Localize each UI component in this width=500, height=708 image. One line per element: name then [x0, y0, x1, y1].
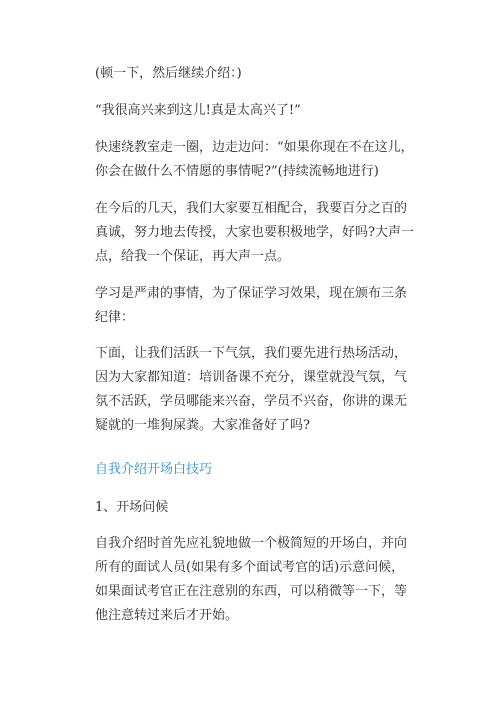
subsection-heading: 1、开场问候 [95, 500, 169, 515]
paragraph-cooperation: 在今后的几天，我们大家要互相配合，我要百分之百的真诚，努力地去传授，大家也要积极地学，好吗?大声一点，给我一个保证，再大声一点。 [95, 201, 414, 264]
paragraph-greeting-quote: “我很高兴来到这儿!真是太高兴了!” [95, 103, 301, 118]
paragraph-opening-greeting: 自我介绍时首先应礼貌地做一个极简短的开场白，并向所有的面试人员(如果有多个面试考官的话)示意问候，如果面试考官正在注意别的东西，可以稍微等一下，等他注意转过来后才开始。 [95, 536, 408, 623]
paragraph-warmup: 下面，让我们活跃一下气氛，我们要先进行热场活动，因为大家都知道：培训备课不充分，课堂就没气氛，气氛不活跃，学员哪能来兴奋，学员不兴奋，你讲的课无疑就的一堆狗屎粪。大家准备好了吗? [95, 346, 408, 433]
paragraph-pause-note: (顿一下，然后继续介绍：) [95, 66, 242, 81]
section-heading: 自我介绍开场白技巧 [95, 462, 213, 477]
paragraph-walk-around: 快速绕教室走一圈，边走边问：“如果你现在不在这儿，你会在做什么不情愿的事情呢?”(持续流畅地进行) [95, 140, 414, 179]
paragraph-discipline: 学习是严肃的事情，为了保证学习效果，现在颁布三条纪律： [95, 286, 408, 325]
